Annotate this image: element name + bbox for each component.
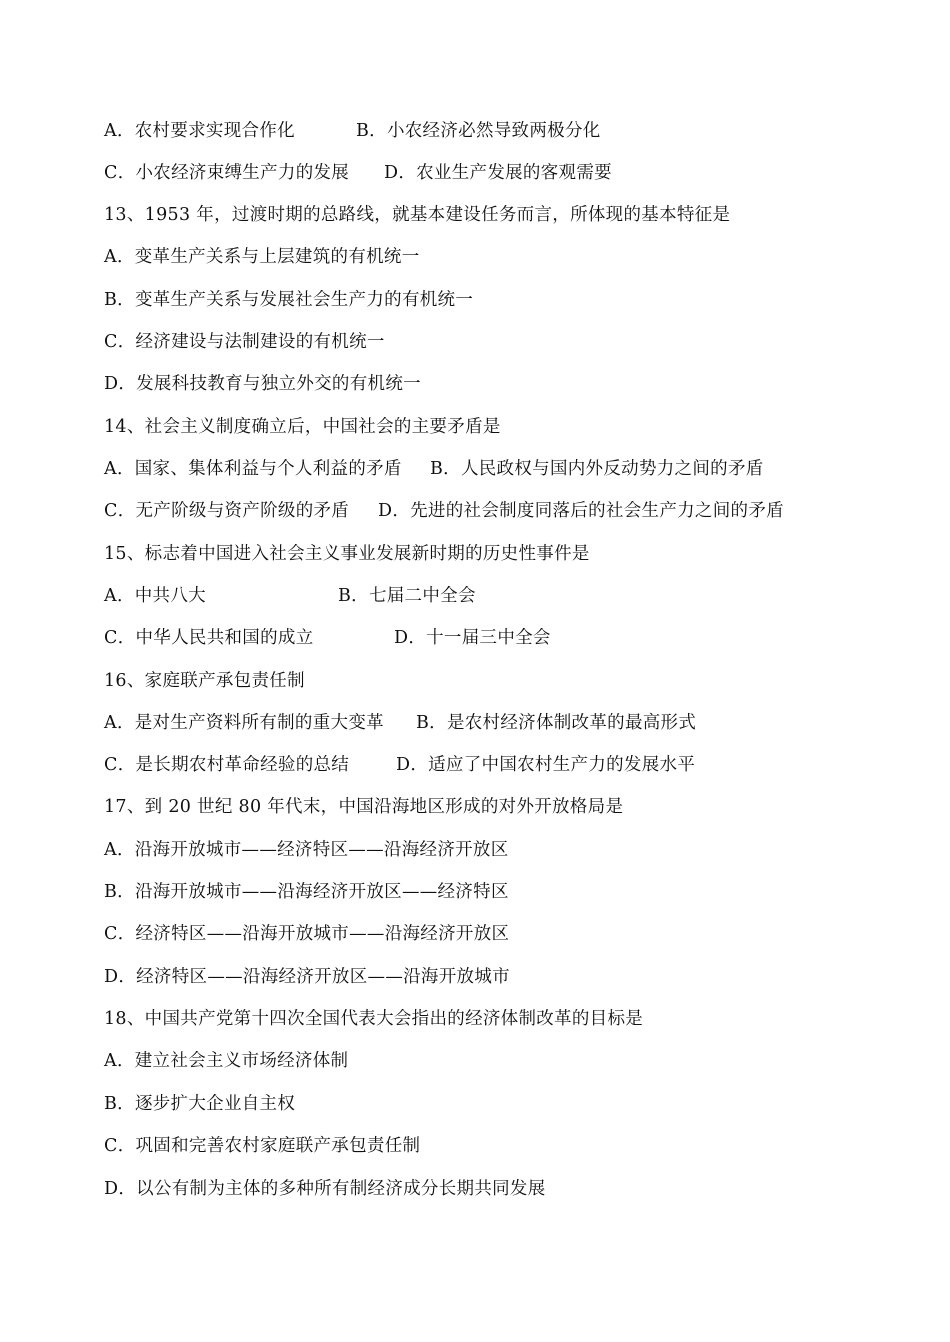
option-b: B．七届二中全会 (338, 586, 476, 606)
q13-option-a: A．变革生产关系与上层建筑的有机统一 (104, 247, 420, 267)
option-b: B．人民政权与国内外反动势力之间的矛盾 (430, 459, 764, 479)
q13-option-b: B．变革生产关系与发展社会生产力的有机统一 (104, 290, 474, 310)
q12-options-ab (104, 120, 601, 142)
q17-option-d: D．经济特区——沿海经济开放区——沿海开放城市 (104, 967, 510, 987)
option-b: B．小农经济必然导致两极分化 (356, 121, 601, 141)
q18-option-b: B．逐步扩大企业自主权 (104, 1094, 296, 1114)
question-15: 15、标志着中国进入社会主义事业发展新时期的历史性事件是 (104, 544, 590, 564)
option-d: D．先进的社会制度同落后的社会生产力之间的矛盾 (378, 501, 784, 521)
q13-option-c: C．经济建设与法制建设的有机统一 (104, 332, 385, 352)
option-d: D．适应了中国农村生产力的发展水平 (396, 755, 696, 775)
q15-options-cd (104, 627, 551, 649)
question-18: 18、中国共产党第十四次全国代表大会指出的经济体制改革的目标是 (104, 1009, 644, 1029)
q18-option-d: D．以公有制为主体的多种所有制经济成分长期共同发展 (104, 1179, 546, 1199)
q16-options-ab (104, 712, 696, 734)
q17-option-b: B．沿海开放城市——沿海经济开放区——经济特区 (104, 882, 509, 902)
q18-option-a: A．建立社会主义市场经济体制 (104, 1051, 349, 1071)
q15-options-ab (104, 585, 476, 607)
option-a: A．农村要求实现合作化 (104, 121, 295, 141)
option-a: A．国家、集体利益与个人利益的矛盾 (104, 459, 402, 479)
option-c: C．无产阶级与资产阶级的矛盾 (104, 501, 350, 521)
option-c: C．小农经济束缚生产力的发展 (104, 163, 350, 183)
q17-option-c: C．经济特区——沿海开放城市——沿海经济开放区 (104, 924, 510, 944)
option-b: B．是农村经济体制改革的最高形式 (416, 713, 697, 733)
option-a: A．中共八大 (104, 586, 206, 606)
question-17: 17、到 20 世纪 80 年代末，中国沿海地区形成的对外开放格局是 (104, 797, 624, 817)
option-c: C．中华人民共和国的成立 (104, 628, 314, 648)
option-d: D．农业生产发展的客观需要 (384, 163, 612, 183)
option-c: C．是长期农村革命经验的总结 (104, 755, 350, 775)
q16-options-cd (104, 754, 695, 776)
q14-options-ab (104, 458, 764, 480)
question-14: 14、社会主义制度确立后，中国社会的主要矛盾是 (104, 417, 501, 437)
question-16: 16、家庭联产承包责任制 (104, 671, 305, 691)
option-d: D．十一届三中全会 (394, 628, 551, 648)
q12-options-cd (104, 162, 612, 184)
q14-options-cd (104, 500, 784, 522)
q17-option-a: A．沿海开放城市——经济特区——沿海经济开放区 (104, 840, 509, 860)
option-a: A．是对生产资料所有制的重大变革 (104, 713, 384, 733)
q18-option-c: C．巩固和完善农村家庭联产承包责任制 (104, 1136, 421, 1156)
q13-option-d: D．发展科技教育与独立外交的有机统一 (104, 374, 421, 394)
question-13: 13、1953 年，过渡时期的总路线，就基本建设任务而言，所体现的基本特征是 (104, 205, 731, 225)
